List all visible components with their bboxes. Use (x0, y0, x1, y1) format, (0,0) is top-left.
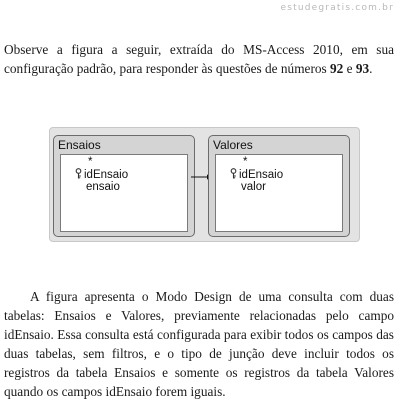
field-list (60, 154, 188, 232)
intro-end: . (369, 61, 373, 76)
key-field-row[interactable] (230, 168, 283, 182)
all-fields-asterisk[interactable]: * (88, 156, 93, 168)
question-number-1: 92 (330, 61, 344, 76)
field-ensaio[interactable]: ensaio (86, 181, 120, 193)
intro-text: Observe a figura a seguir, extraída do MS-Access 2010, em sua configuração padrão, para responder às questões de números (4, 42, 394, 76)
primary-key-icon (230, 168, 239, 179)
table-valores[interactable] (208, 135, 350, 237)
body-text: A figura apresenta o Modo Design de uma consulta com duas tabelas: Ensaios e Valores, previamente relacionadas pelo campo idEnsaio. Essa consulta está configurada para exibir todos os campos das duas tabelas, sem filtros, e o tipo de junção deve incluir todos os registros da tabela Ensaios e somente os registros da tabela Valores quando os campos idEnsaio forem iguais. (4, 289, 394, 399)
field-valor[interactable]: valor (241, 181, 266, 193)
primary-key-icon (75, 168, 84, 179)
key-field-name: idEnsaio (84, 169, 129, 181)
body-paragraph (4, 287, 394, 401)
table-title: Ensaios (58, 138, 101, 152)
all-fields-asterisk[interactable]: * (243, 156, 248, 168)
site-watermark: estudegratis.com.br (280, 3, 394, 13)
table-ensaios[interactable] (53, 135, 195, 237)
question-number-2: 93 (355, 61, 370, 76)
field-list (215, 154, 343, 232)
key-field-row[interactable] (75, 168, 128, 182)
intro-connector: e (343, 61, 356, 76)
table-title: Valores (213, 138, 253, 152)
query-design-panel (49, 127, 360, 242)
intro-paragraph (4, 40, 394, 78)
key-field-name: idEnsaio (239, 169, 284, 181)
